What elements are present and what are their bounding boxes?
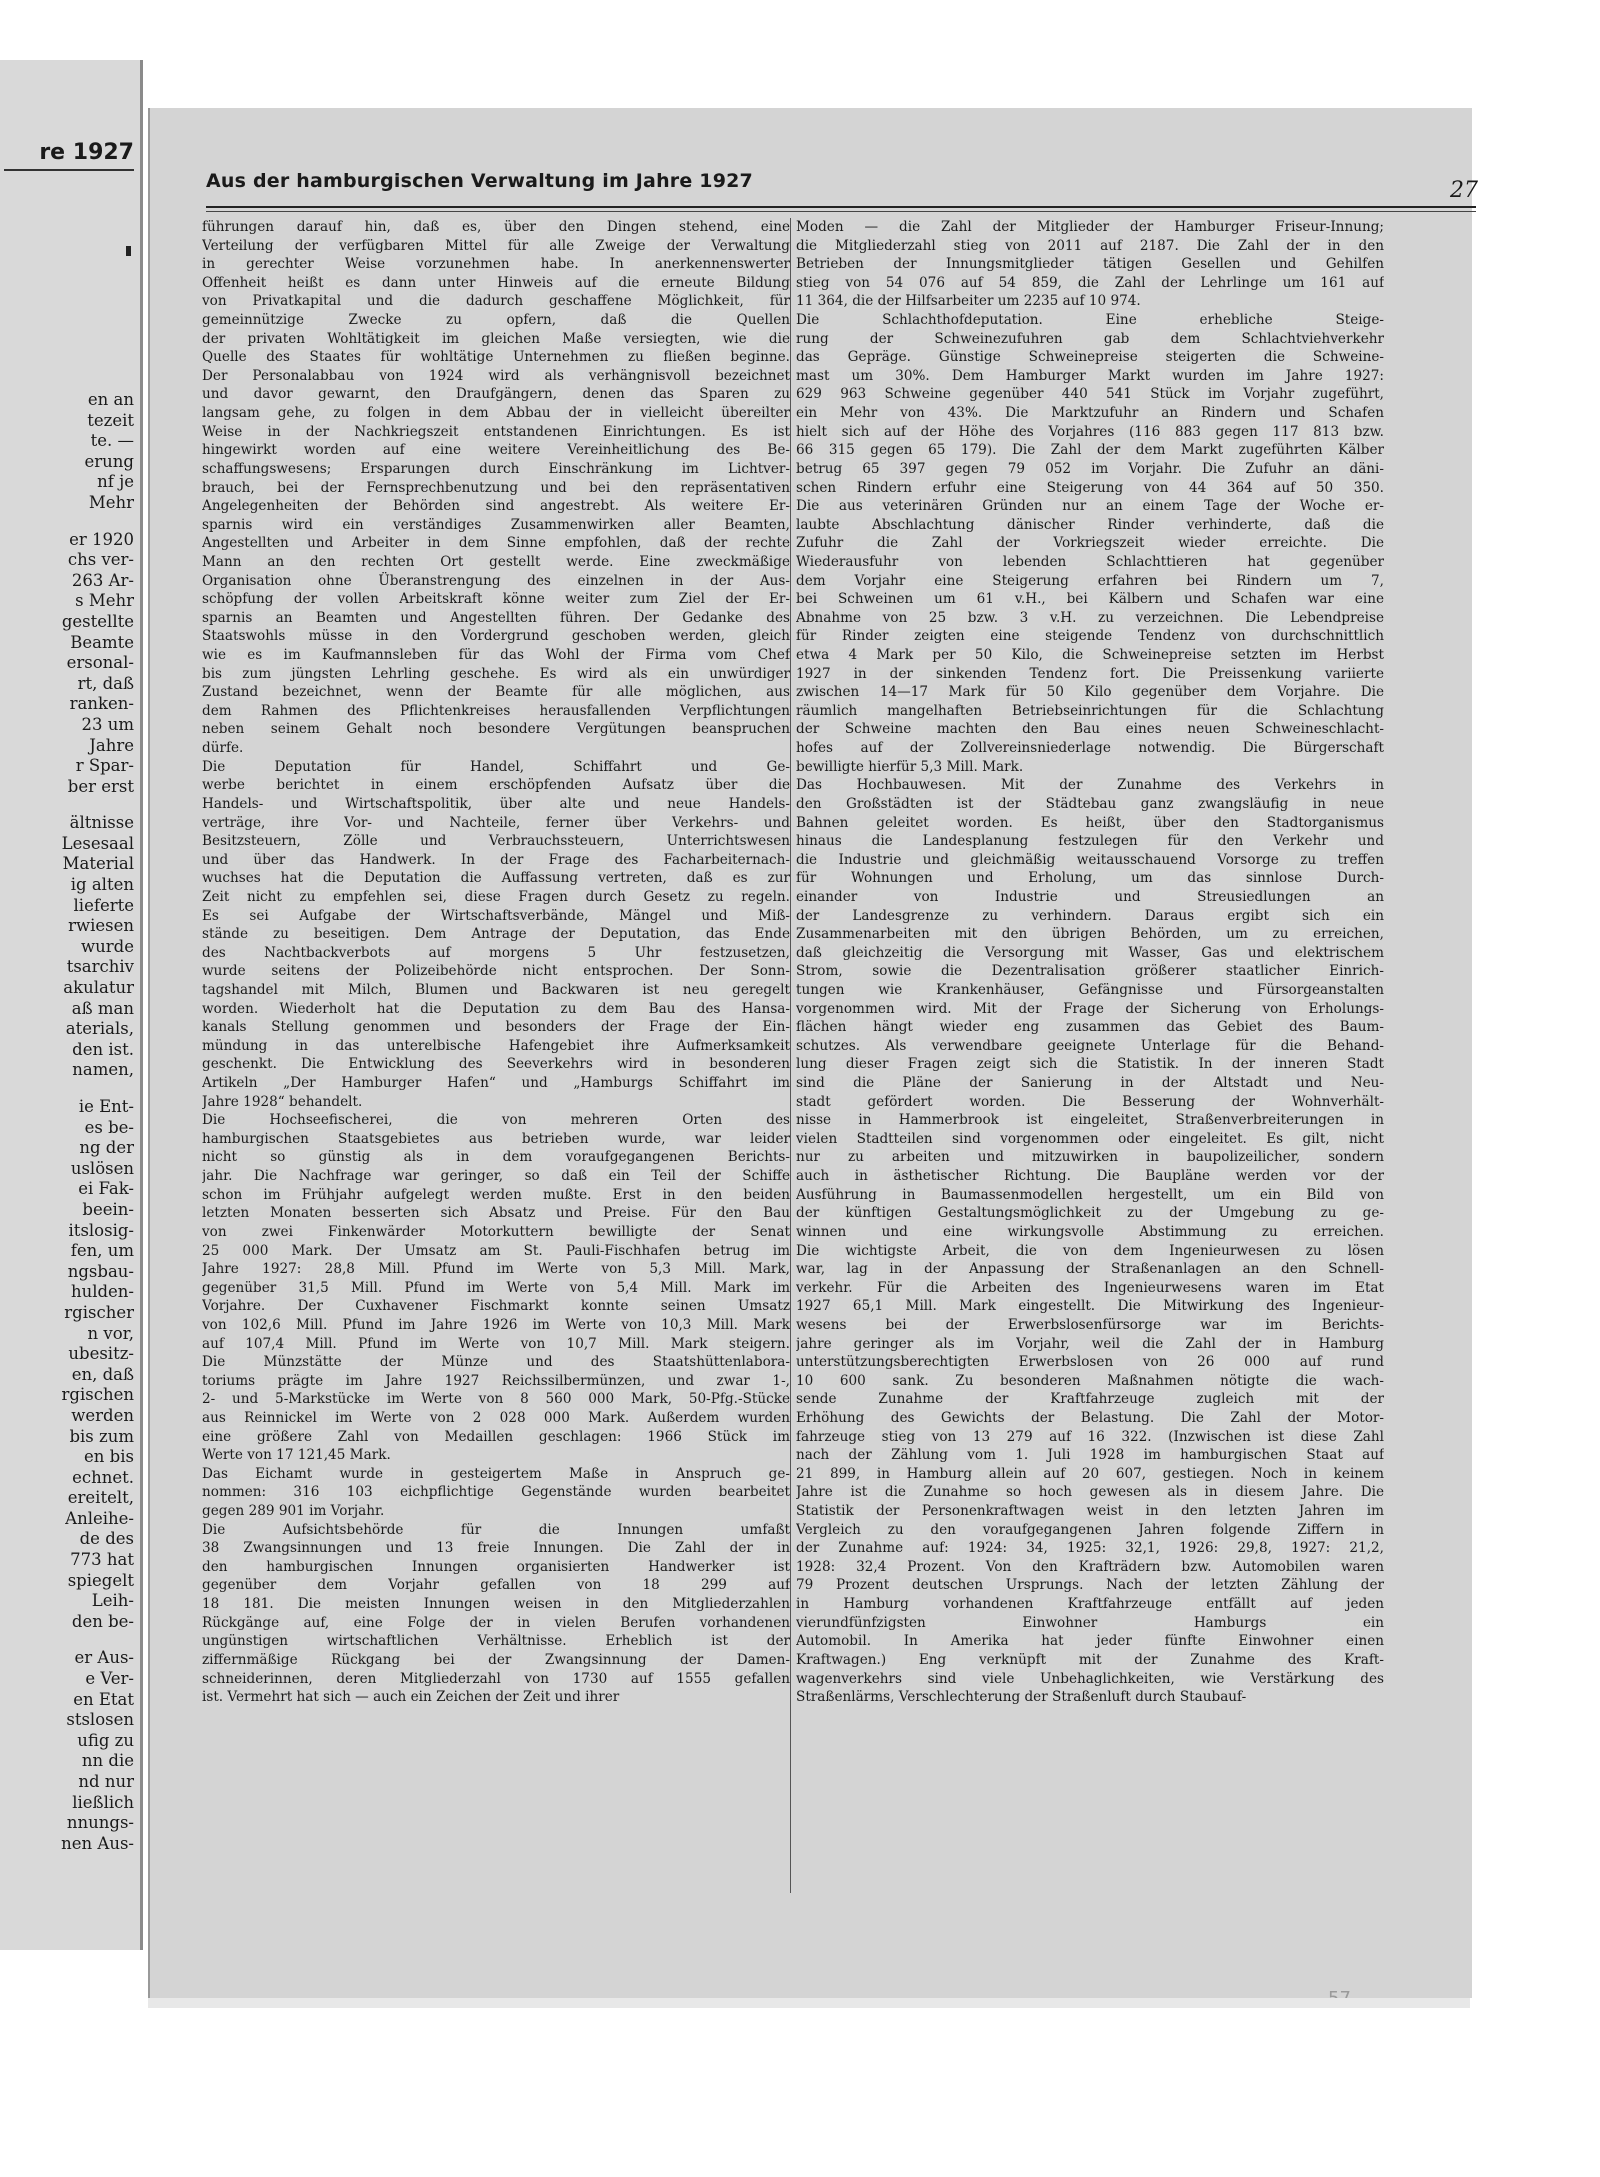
text-line: 10 600 sank. Zu besonderen Maßnahmen nötigte die wach-	[796, 1372, 1384, 1389]
text-line: wesens bei der Erwerbslosenfürsorge war im Berichts-	[796, 1316, 1384, 1333]
previous-page-line	[0, 514, 134, 530]
text-line: Erhöhung des Gewichts der Belastung. Die Zahl der Motor-	[796, 1410, 1384, 1426]
text-line: den Großstädten ist der Städtebau ganz zwangsläufig in neue	[796, 795, 1384, 812]
text-line: der Schweine machten den Bau eines neuen Schweineschlacht-	[796, 721, 1384, 738]
text-line: mast um 30%. Dem Hamburger Markt wurden im Jahre 1927:	[796, 367, 1384, 384]
text-line: bewilligte hierfür 5,3 Mill. Mark.	[796, 758, 1024, 775]
previous-page-line: er Aus-	[74, 1648, 134, 1668]
text-line: dem Rahmen des Pflichtenkreises herausfallenden Verpflichtungen	[202, 702, 790, 719]
previous-page-line: nen Aus-	[61, 1833, 134, 1853]
previous-page-line: ranken-	[69, 694, 134, 714]
previous-page-line: r Spar-	[75, 756, 134, 776]
text-line: neben seinem Gehalt noch besondere Vergütungen beanspruchen	[202, 721, 790, 738]
previous-page-line: den be-	[71, 1611, 134, 1631]
text-line: bei Schweinen um 61 v.H., bei Kälbern und Schafen war eine	[796, 591, 1384, 608]
previous-page-line: 773 hat	[70, 1550, 134, 1570]
text-line: gegen 289 901 im Vorjahr.	[202, 1503, 385, 1520]
text-line: Artikeln „Der Hamburger Hafen“ und „Hamburgs Schiffahrt im	[202, 1075, 790, 1092]
text-line: für Wohnungen und Erholung, um das sinnlose Durch-	[796, 870, 1384, 887]
text-line: Vorjahre. Der Cuxhavener Fischmarkt konnte seinen Umsatz	[202, 1298, 790, 1315]
previous-page-line: spiegelt	[67, 1570, 134, 1590]
text-line: Statistik der Personenkraftwagen weist in den letzten Jahren im	[796, 1503, 1384, 1520]
text-line: Zusammenarbeiten mit den übrigen Behörden, um zu erreichen,	[796, 926, 1384, 943]
previous-page-line	[0, 1632, 134, 1648]
text-line: 79 Prozent deutschen Ursprungs. Nach der letzten Zählung der	[796, 1577, 1384, 1594]
text-line: gegenüber 31,5 Mill. Pfund im Werte von 5,4 Mill. Mark im	[202, 1279, 790, 1296]
text-line: von zwei Finkenwärder Motorkuttern bewilligte der Senat	[202, 1223, 790, 1240]
text-line: der Zunahme auf: 1924: 34, 1925: 32,1, 1926: 29,8, 1927: 21,2,	[796, 1540, 1384, 1557]
previous-page-line: ubesitz-	[68, 1344, 134, 1364]
text-line: 629 963 Schweine gegenüber 440 541 Stück im Vorjahr zugeführt,	[796, 386, 1384, 403]
text-line: Rückgänge auf, eine Folge der in vielen Berufen vorhandenen	[202, 1614, 790, 1631]
previous-page-line: rgischen	[61, 1385, 134, 1405]
text-line: des Nachtbackverbots auf morgens 5 Uhr festzusetzen,	[202, 944, 790, 961]
previous-page-line: te. —	[90, 431, 134, 451]
text-line: und davor gewarnt, den Draufgängern, denen das Sparen zu	[202, 386, 790, 403]
previous-page-line: nf je	[97, 472, 134, 492]
text-line: hielt sich auf der Höhe des Vorjahres (116 883 gegen 117 813 bzw.	[796, 423, 1384, 440]
previous-page-line: lieferte	[73, 895, 134, 915]
text-line: nur zu arbeiten und mitzuwirken in baupolizeilicher, sondern	[796, 1149, 1384, 1166]
text-line: tagshandel mit Milch, Blumen und Backwaren ist neu geregelt	[202, 981, 790, 998]
text-line: vorgenommen wird. Mit der Frage der Sicherung von Erholungs-	[796, 1000, 1384, 1017]
previous-page-line: nnungs-	[66, 1813, 134, 1833]
text-line: wagenverkehrs sind viele Unbehaglichkeiten, wie Verstärkung des	[796, 1670, 1384, 1687]
previous-page-line: ersonal-	[66, 653, 134, 673]
text-line: der privaten Wohltätigkeit im gleichen Maße versiegten, wie die	[202, 330, 790, 347]
text-line: dürfe.	[202, 740, 244, 757]
previous-page-line: hulden-	[70, 1282, 134, 1302]
previous-page-line: en, daß	[71, 1364, 134, 1384]
text-line: Werte von 17 121,45 Mark.	[202, 1447, 391, 1464]
previous-page-line: Anleihe-	[65, 1508, 134, 1528]
previous-page-line: Lesesaal	[61, 833, 134, 853]
previous-page-line: ei Fak-	[78, 1179, 134, 1199]
previous-page-line: chs ver-	[67, 550, 134, 570]
previous-page-line: Leih-	[91, 1591, 134, 1611]
previous-page-line: erung	[84, 451, 134, 471]
previous-page-line: s Mehr	[75, 591, 134, 611]
text-line: wurde seitens der Polizeibehörde nicht entsprochen. Der Sonn-	[202, 963, 790, 980]
text-line: jahre geringer als im Vorjahr, weil die Zahl der in Hamburg	[796, 1335, 1384, 1352]
header-rule-thin	[206, 211, 1476, 212]
text-line: Das Eichamt wurde in gesteigertem Maße in Anspruch ge-	[202, 1465, 790, 1482]
previous-page-line: ngsbau-	[67, 1261, 134, 1281]
text-line: Bahnen geleitet worden. Es heißt, über den Stadtorganismus	[796, 814, 1384, 831]
text-line: bis zum jüngsten Lehrling geschehe. Es wird als ein unwürdiger	[202, 665, 790, 682]
text-line: hingewirkt worden auf eine weitere Vereinheitlichung des Be-	[202, 442, 790, 459]
text-line: betrug 65 397 gegen 79 052 im Vorjahr. Die Zufuhr an däni-	[796, 460, 1384, 477]
previous-page-line: uslösen	[70, 1158, 134, 1178]
text-line: stieg von 54 076 auf 54 859, die Zahl der Lehrlinge um 161 auf	[796, 274, 1384, 291]
running-title: Aus der hamburgischen Verwaltung im Jahre 1927	[206, 170, 753, 192]
previous-page-line	[0, 797, 134, 813]
previous-page-line: ältnisse	[69, 813, 134, 833]
text-line: Strom, sowie die Dezentralisation größerer staatlicher Einrich-	[796, 963, 1384, 980]
text-line: der Landesgrenze zu verhindern. Daraus ergibt sich ein	[796, 907, 1384, 924]
previous-page-line: ließlich	[72, 1792, 134, 1812]
text-line: brauch, bei der Fernsprechbenutzung und bei den repräsentativen	[202, 479, 790, 496]
previous-page-line: es be-	[84, 1117, 134, 1137]
text-line: laubte Abschlachtung dänischer Rinder verhinderte, daß die	[796, 516, 1384, 533]
text-line: dem Vorjahr eine Steigerung erfahren bei Rindern um 7,	[796, 572, 1384, 589]
previous-page-line: ie Ent-	[78, 1097, 134, 1116]
text-line: mündung in das unterelbische Hafengebiet ihre Aufmerksamkeit	[202, 1037, 790, 1054]
text-line: Jahre ist die Zunahme so hoch gewesen als in diesem Jahre. Die	[796, 1484, 1384, 1501]
previous-page-line: rgischer	[64, 1302, 134, 1322]
previous-page-line: de des	[79, 1529, 134, 1549]
previous-page-line: fen, um	[70, 1241, 134, 1261]
text-line: Ausführung in Baumassenmodellen hergestellt, um ein Bild von	[796, 1186, 1384, 1203]
text-line: Jahre 1928“ behandelt.	[202, 1093, 363, 1110]
text-line: wie es im Kaufmannsleben für das Wohl der Firma vom Chef	[202, 647, 790, 664]
header-rule	[206, 206, 1476, 208]
left-column	[202, 218, 790, 1707]
text-line: Moden — die Zahl der Mitglieder der Hamburger Friseur-Innung;	[796, 219, 1384, 235]
text-line: Abnahme von 25 bzw. 3 v.H. zu verzeichnen. Die Lebendpreise	[796, 609, 1384, 626]
previous-page-line: werden	[71, 1405, 134, 1425]
previous-page-line: gestellte	[61, 611, 134, 631]
previous-page-line: Material	[62, 854, 134, 874]
text-line: von Privatkapital und die dadurch geschaffene Möglichkeit, für	[202, 293, 790, 310]
previous-page-mark	[126, 246, 131, 256]
text-line: fahrzeuge stieg von 13 279 auf 16 322. (Inzwischen ist diese Zahl	[796, 1428, 1384, 1445]
previous-page-header: re 1927	[4, 140, 134, 171]
text-line: unterstützungsberechtigten Erwerbslosen von 26 000 auf rund	[796, 1354, 1384, 1371]
previous-page-line: ng der	[79, 1138, 134, 1158]
text-line: toriums prägte im Jahre 1927 Reichssilbermünzen, und zwar 1-,	[202, 1372, 790, 1389]
previous-page-line: stslosen	[66, 1710, 134, 1730]
previous-page-text	[0, 390, 134, 1854]
text-line: zwischen 14—17 Mark für 50 Kilo gegenüber dem Vorjahre. Die	[796, 684, 1384, 701]
text-line: flächen hängt wieder eng zusammen das Gebiet des Baum-	[796, 1019, 1384, 1036]
previous-page-strip	[0, 60, 143, 1950]
text-line: Organisation ohne Überanstrengung des einzelnen in der Aus-	[202, 572, 790, 589]
text-line: ist. Vermehrt hat sich — auch ein Zeichen der Zeit und ihrer	[202, 1689, 620, 1706]
text-line: Quelle des Staates für wohltätige Unternehmen zu fließen beginne.	[202, 349, 790, 366]
text-line: sende Zunahme der Kraftfahrzeuge zugleich mit der	[796, 1391, 1384, 1408]
previous-page-line: ereitelt,	[67, 1488, 134, 1508]
text-line: der künftigen Gestaltungsmöglichkeit zu der Umgebung zu ge-	[796, 1205, 1384, 1222]
text-line: letzten Monaten besserten sich Absatz und Preise. Für den Bau	[202, 1205, 790, 1222]
text-line: Die Deputation für Handel, Schiffahrt und Ge-	[202, 758, 790, 775]
text-line: auch in ästhetischer Richtung. Die Baupläne werden vor der	[796, 1168, 1384, 1185]
previous-page-line: n vor,	[87, 1323, 134, 1343]
previous-page-line: akulatur	[63, 978, 134, 998]
previous-page-line: tsarchiv	[66, 957, 134, 977]
text-line: nisse in Hammerbrook ist eingeleitet, Straßenverbreiterungen in	[796, 1112, 1384, 1129]
previous-page-line: den ist.	[72, 1039, 134, 1059]
previous-page-line: echnet.	[72, 1467, 134, 1487]
previous-page-line: e Ver-	[85, 1669, 134, 1689]
text-line: winnen und eine wirkungsvolle Abstimmung zu erreichen.	[796, 1223, 1384, 1240]
text-line: nach der Zählung vom 1. Juli 1928 im hamburgischen Staat auf	[796, 1447, 1384, 1464]
text-line: schutzes. Als verwendbare geeignete Unterlage für die Behand-	[796, 1037, 1384, 1054]
text-line: Die Münzstätte der Münze und des Staatshüttenlabora-	[202, 1354, 790, 1371]
previous-page-line: bis zum	[69, 1426, 134, 1446]
text-line: sparnis wird ein verständiges Zusammenwirken aller Beamten,	[202, 516, 790, 533]
text-line: 1927 65,1 Mill. Mark eingestellt. Die Mitwirkung des Ingenieur-	[796, 1298, 1384, 1315]
text-line: einander von Industrie und Streusiedlungen an	[796, 888, 1384, 905]
text-line: aus Reinnickel im Werte von 2 028 000 Mark. Außerdem wurden	[202, 1410, 790, 1426]
text-line: vielen Stadtteilen sind vorgenommen oder eingeleitet. Es gilt, nicht	[796, 1130, 1384, 1147]
text-line: Offenheit heißt es dann unter Hinweis auf die erneute Bildung	[202, 274, 790, 291]
text-line: lung dieser Fragen zeigt sich die Statistik. In der inneren Stadt	[796, 1056, 1384, 1073]
text-line: 38 Zwangsinnungen und 13 freie Innungen. Die Zahl der in	[202, 1540, 790, 1557]
previous-page-line: en Etat	[73, 1689, 134, 1709]
column-divider	[790, 218, 791, 1893]
text-line: Zeit nicht zu empfehlen sei, diese Fragen durch Gesetz zu regeln.	[202, 888, 790, 905]
text-line: geschenkt. Die Entwicklung des Seeverkehrs wird in besonderen	[202, 1056, 790, 1073]
text-line: etwa 4 Mark per 50 Kilo, die Schweinepreise setzten im Herbst	[796, 647, 1384, 664]
text-line: Die aus veterinären Gründen nur an einem Tage der Woche er-	[796, 498, 1384, 515]
text-line: in Hamburg vorhandenen Kraftfahrzeuge entfällt auf jeden	[796, 1596, 1384, 1613]
text-line: 21 899, in Hamburg allein auf 20 607, gestiegen. Noch in keinem	[796, 1465, 1384, 1482]
previous-page-line: aterials,	[65, 1019, 134, 1039]
text-line: führungen darauf hin, daß es, über den Dingen stehend, eine	[202, 219, 790, 235]
text-line: den hamburgischen Innungen organisierten Handwerker ist	[202, 1558, 790, 1575]
text-line: 1928: 32,4 Prozent. Von den Krafträdern bzw. Automobilen waren	[796, 1558, 1384, 1575]
text-line: Automobil. In Amerika hat jeder fünfte Einwohner einen	[796, 1633, 1384, 1650]
text-line: Die Aufsichtsbehörde für die Innungen umfaßt	[202, 1521, 790, 1538]
text-line: schneiderinnen, deren Mitgliederzahl von 1730 auf 1555 gefallen	[202, 1670, 790, 1687]
previous-page-line: nd nur	[78, 1772, 134, 1791]
text-line: Zustand bezeichnet, wenn der Beamte für alle möglichen, aus	[202, 684, 790, 701]
text-line: worden. Wiederholt hat die Deputation zu dem Bau des Hansa-	[202, 1000, 790, 1017]
text-line: für Rinder zeigten eine steigende Tendenz von durchschnittlich	[796, 628, 1384, 645]
text-line: schöpfung der vollen Arbeitskraft könne weiter zum Ziel der Er-	[202, 591, 790, 608]
previous-page-line: Mehr	[88, 492, 134, 512]
text-line: ungünstigen wirtschaftlichen Verhältnisse. Erheblich ist der	[202, 1633, 790, 1650]
text-line: hamburgischen Staatsgebietes aus betrieben wurde, war leider	[202, 1130, 790, 1147]
text-line: das Gepräge. Günstige Schweinepreise steigerten die Schweine-	[796, 349, 1384, 366]
previous-page-line: 23 um	[81, 714, 134, 734]
text-line: daß gleichzeitig die Versorgung mit Wasser, Gas und elektrischem	[796, 944, 1384, 961]
text-line: vierundfünfzigsten Einwohner Hamburgs ein	[796, 1614, 1384, 1631]
text-line: gegenüber dem Vorjahr gefallen von 18 299 auf	[202, 1577, 790, 1594]
text-line: Verteilung der verfügbaren Mittel für alle Zweige der Verwaltung	[202, 237, 790, 254]
previous-page-line: rt, daß	[77, 673, 134, 693]
text-line: 18 181. Die meisten Innungen weisen in den Mitgliederzahlen	[202, 1596, 790, 1613]
page-bottom-edge	[148, 1998, 1470, 2008]
text-line: Handels- und Wirtschaftspolitik, über alte und neue Handels-	[202, 795, 790, 812]
text-line: Angelegenheiten der Behörden sind angestrebt. Als weitere Er-	[202, 498, 790, 515]
previous-page-line: en bis	[84, 1447, 134, 1467]
previous-page-line: nn die	[81, 1751, 134, 1771]
page-number: 27	[1450, 178, 1478, 203]
text-line: die Industrie und gleichmäßig weitausschauend Vorsorge zu treffen	[796, 851, 1384, 868]
text-line: nommen: 316 103 eichpflichtige Gegenstände wurden bearbeitet	[202, 1484, 790, 1501]
text-line: und über das Handwerk. In der Frage des Facharbeiternach-	[202, 851, 790, 868]
previous-page-line: itslosig-	[68, 1220, 134, 1240]
text-line: Mann an den rechten Ort gestellt werde. Eine zweckmäßige	[202, 553, 790, 570]
text-line: sparnis an Beamten und Angestellten führen. Der Gedanke des	[202, 609, 790, 626]
text-line: ein Mehr von 43%. Die Marktzufuhr an Rindern und Schafen	[796, 405, 1384, 422]
right-column	[796, 218, 1384, 1707]
text-line: 2- und 5-Markstücke im Werte von 8 560 000 Mark, 50-Pfg.-Stücke	[202, 1391, 790, 1408]
text-line: hinaus die Landesplanung festzulegen für den Verkehr und	[796, 833, 1384, 850]
previous-page-line: wurde	[81, 936, 134, 956]
text-line: Der Personalabbau von 1924 wird als verhängnisvoll bezeichnet	[202, 367, 790, 384]
previous-page-line: Jahre	[89, 735, 134, 755]
text-line: war, lag in der Anpassung der Straßenanlagen an den Schnell-	[796, 1261, 1384, 1278]
text-line: 66 315 gegen 65 179). Die Zahl der dem Markt zugeführten Kälber	[796, 442, 1384, 459]
previous-page-line: ber erst	[67, 776, 134, 796]
text-line: eine größere Zahl von Medaillen geschlagen: 1966 Stück im	[202, 1428, 790, 1445]
previous-page-line: en an	[87, 390, 134, 409]
previous-page-line: Beamte	[70, 632, 134, 652]
text-line: die Mitgliederzahl stieg von 2011 auf 2187. Die Zahl der in den	[796, 237, 1384, 254]
previous-page-line	[0, 1081, 134, 1097]
text-line: auf 107,4 Mill. Pfund im Werte von 10,7 Mill. Mark steigern.	[202, 1335, 790, 1352]
text-line: langsam gehe, zu folgen in dem Abbau der in vielleicht übereilter	[202, 405, 790, 422]
text-line: schen Rindern erfuhr eine Steigerung von 44 364 auf 50 350.	[796, 479, 1384, 496]
previous-page-line: 263 Ar-	[71, 570, 134, 590]
text-line: verkehr. Für die Arbeiten des Ingenieurwesens waren im Etat	[796, 1279, 1384, 1296]
text-line: Betrieben der Innungsmitglieder tätigen Gesellen und Gehilfen	[796, 256, 1384, 273]
text-line: sind die Pläne der Sanierung in der Altstadt und Neu-	[796, 1075, 1384, 1092]
text-line: Jahre 1927: 28,8 Mill. Pfund im Werte von 5,3 Mill. Mark,	[202, 1261, 790, 1278]
document-page	[148, 108, 1478, 1998]
text-line: Straßenlärms, Verschlechterung der Straßenluft durch Staubauf-	[796, 1689, 1247, 1706]
text-line: Besitzsteuern, Zölle und Verbrauchssteuern, Unterrichtswesen	[202, 833, 790, 850]
text-line: kanals Stellung genommen und besonders der Frage der Ein-	[202, 1019, 790, 1036]
previous-page-line: rwiesen	[68, 916, 134, 936]
text-line: rung der Schweinezufuhren gab dem Schlachtviehverkehr	[796, 330, 1384, 347]
previous-page-line: tezeit	[87, 410, 134, 430]
text-line: jahr. Die Nachfrage war geringer, so daß ein Teil der Schiffe	[202, 1168, 790, 1185]
text-line: schon im Frühjahr aufgelegt werden mußte. Erst in den beiden	[202, 1186, 790, 1203]
text-line: in gerechter Weise vorzunehmen habe. In anerkennenswerter	[202, 256, 790, 273]
text-line: Wiederausfuhr von lebenden Schlachttieren hat gegenüber	[796, 553, 1384, 570]
text-line: schaffungswesens; Ersparungen durch Einschränkung im Lichtver-	[202, 460, 790, 477]
text-line: 25 000 Mark. Der Umsatz am St. Pauli-Fischhafen betrug im	[202, 1242, 790, 1259]
text-line: ziffernmäßige Rückgang bei der Zwangsinnung der Damen-	[202, 1651, 790, 1668]
text-line: verträge, ihre Vor- und Nachteile, ferner über Verkehrs- und	[202, 814, 790, 831]
previous-page-line: namen,	[72, 1060, 134, 1080]
text-line: Die wichtigste Arbeit, die von dem Ingenieurwesen zu lösen	[796, 1242, 1384, 1259]
text-line: tungen wie Krankenhäuser, Gefängnisse und Fürsorgeanstalten	[796, 981, 1384, 998]
text-line: Es sei Aufgabe der Wirtschaftsverbände, Mängel und Miß-	[202, 907, 790, 924]
page-header	[206, 166, 1486, 206]
text-line: von 102,6 Mill. Pfund im Jahre 1926 im Werte von 10,3 Mill. Mark	[202, 1316, 790, 1333]
previous-page-line: ig alten	[70, 875, 134, 895]
text-line: hofes auf der Zollvereinsniederlage notwendig. Die Bürgerschaft	[796, 740, 1384, 757]
text-line: gemeinnützige Zwecke zu opfern, daß die Quellen	[202, 312, 790, 329]
text-line: Die Hochseefischerei, die von mehreren Orten des	[202, 1112, 790, 1129]
text-line: stände zu beseitigen. Dem Antrage der Deputation, das Ende	[202, 926, 790, 943]
previous-page-line: ufig zu	[77, 1730, 134, 1750]
text-line: 1927 in der sinkenden Tendenz fort. Die Preissenkung variierte	[796, 665, 1384, 682]
previous-page-line: er 1920	[69, 529, 134, 549]
text-line: Angestellten und Arbeiter in dem Sinne empfohlen, daß der rechte	[202, 535, 790, 552]
text-line: werbe berichtet in einem erschöpfenden Aufsatz über die	[202, 777, 790, 794]
text-line: Kraftwagen.) Eng verknüpft mit der Zunahme des Kraft-	[796, 1651, 1384, 1668]
text-line: Weise in der Nachkriegszeit entstandenen Einrichtungen. Es ist	[202, 423, 790, 440]
text-line: 11 364, die der Hilfsarbeiter um 2235 auf 10 974.	[796, 293, 1141, 310]
text-line: Zufuhr die Zahl der Vorkriegszeit wieder erreichte. Die	[796, 535, 1384, 552]
previous-page-line: beein-	[82, 1199, 134, 1219]
text-line: stadt gefördert worden. Die Besserung der Wohnverhält-	[796, 1093, 1384, 1110]
text-line: räumlich mangelhaften Betriebseinrichtungen für die Schlachtung	[796, 702, 1384, 719]
text-line: Das Hochbauwesen. Mit der Zunahme des Verkehrs in	[796, 777, 1384, 794]
previous-page-line: aß man	[71, 998, 134, 1018]
text-line: wuchses hat die Deputation die Auffassung vertreten, daß es zur	[202, 870, 790, 887]
text-line: Die Schlachthofdeputation. Eine erhebliche Steige-	[796, 312, 1384, 329]
text-line: nicht so günstig als in dem voraufgegangenen Berichts-	[202, 1149, 790, 1166]
text-line: Vergleich zu den voraufgegangenen Jahren folgende Ziffern in	[796, 1521, 1384, 1538]
text-line: Staatswohls müsse in den Vordergrund geschoben werden, gleich	[202, 628, 790, 645]
